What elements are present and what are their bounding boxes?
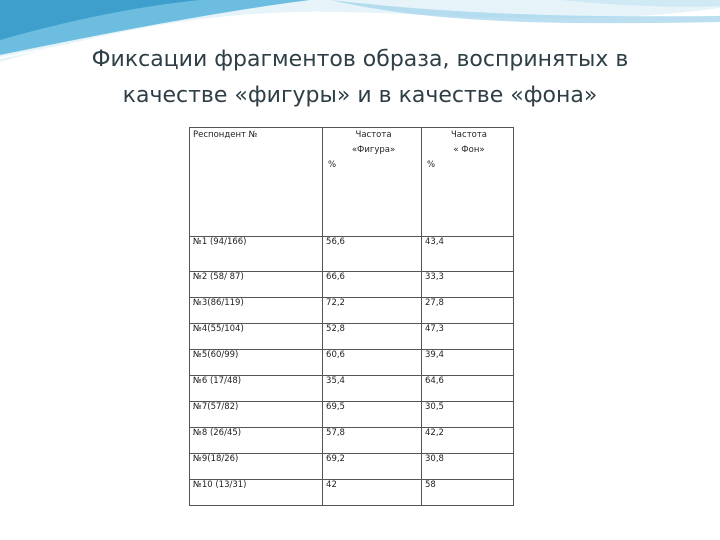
header-figure-unit: % [328,160,337,170]
background-percent-cell: 42,2 [422,428,514,454]
header-background-line-2: « Фон» [453,145,485,155]
respondent-cell: №3(86/119) [190,298,323,324]
table-row [190,298,514,324]
figure-percent-cell: 42 [323,480,422,506]
background-percent-cell: 30,5 [422,402,514,428]
header-figure-line-2: «Фигура» [351,145,396,155]
figure-percent-cell: 35,4 [323,376,422,402]
background-percent-cell: 58 [422,480,514,506]
table-row [190,272,514,298]
background-percent-cell: 47,3 [422,324,514,350]
table-row [190,402,514,428]
background-percent-cell: 39,4 [422,350,514,376]
header-figure-line-1: Частота [355,130,392,140]
background-percent-cell: 30,8 [422,454,514,480]
figure-percent-cell: 69,2 [323,454,422,480]
respondent-cell: №6 (17/48) [190,376,323,402]
respondent-cell: №8 (26/45) [190,428,323,454]
table-row [190,237,514,272]
table-header-row [190,128,514,237]
figure-percent-cell: 66,6 [323,272,422,298]
header-respondent [190,128,323,237]
respondent-cell: №7(57/82) [190,402,323,428]
header-figure-frequency [323,128,422,237]
table-row [190,454,514,480]
table-row [190,376,514,402]
table-row [190,428,514,454]
table-row [190,480,514,506]
table-row [190,350,514,376]
respondent-cell: №9(18/26) [190,454,323,480]
header-background-frequency [422,128,514,237]
figure-percent-cell: 52,8 [323,324,422,350]
background-percent-cell: 33,3 [422,272,514,298]
respondent-cell: №10 (13/31) [190,480,323,506]
figure-percent-cell: 69,5 [323,402,422,428]
respondent-cell: №4(55/104) [190,324,323,350]
header-background-unit: % [427,160,436,170]
header-background-line-1: Частота [450,130,488,140]
fixation-table [189,127,514,506]
slide-title-line-2: качестве «фигуры» и в качестве «фона» [122,83,598,108]
background-percent-cell: 43,4 [422,237,514,272]
header-respondent-label: Респондент № [193,130,258,140]
table-row [190,324,514,350]
slide-title [40,42,680,114]
slide-title-line-1: Фиксации фрагментов образа, воспринятых в [91,47,629,72]
background-percent-cell: 27,8 [422,298,514,324]
figure-percent-cell: 56,6 [323,237,422,272]
figure-percent-cell: 60,6 [323,350,422,376]
figure-percent-cell: 57,8 [323,428,422,454]
background-percent-cell: 64,6 [422,376,514,402]
figure-percent-cell: 72,2 [323,298,422,324]
respondent-cell: №5(60/99) [190,350,323,376]
respondent-cell: №1 (94/166) [190,237,323,272]
respondent-cell: №2 (58/ 87) [190,272,323,298]
